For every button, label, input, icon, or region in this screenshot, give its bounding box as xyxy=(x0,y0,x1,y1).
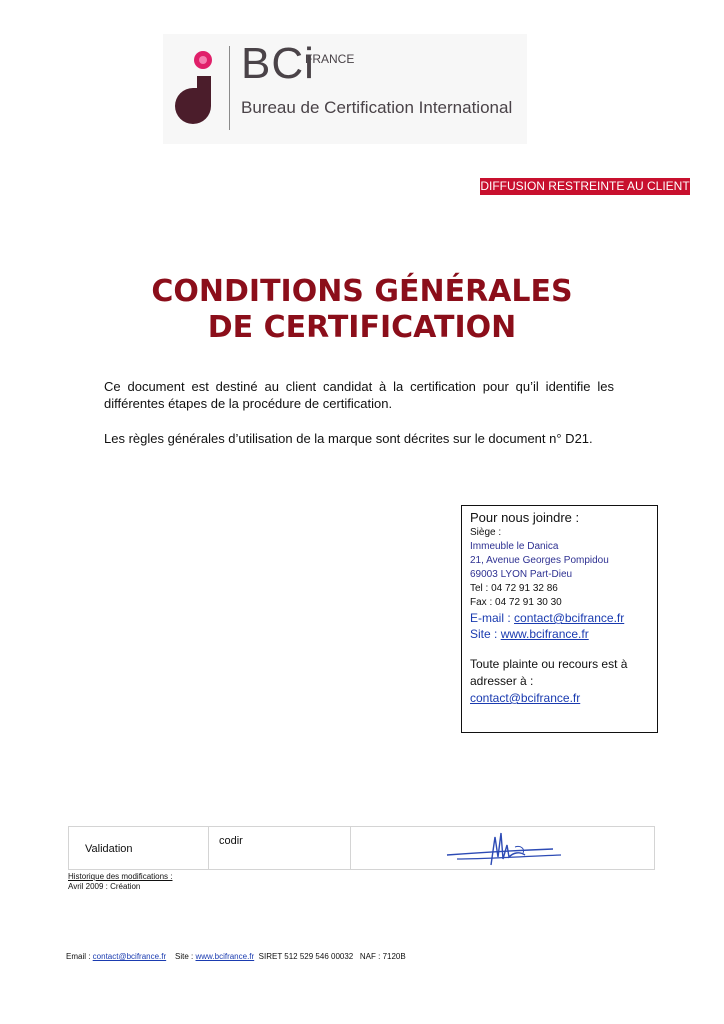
address-line-3: 69003 LYON Part-Dieu xyxy=(470,569,573,580)
contact-heading: Pour nous joindre : xyxy=(470,510,580,525)
contact-box xyxy=(461,505,658,733)
fax-number: Fax : 04 72 91 30 30 xyxy=(470,597,562,608)
title-line-1: CONDITIONS GÉNÉRALES xyxy=(151,274,573,309)
rules-paragraph: Les règles générales d’utilisation de la marque sont décrites sur le document n° D21. xyxy=(104,431,593,446)
modification-history xyxy=(68,872,173,892)
address-line-2: 21, Avenue Georges Pompidou xyxy=(470,555,609,566)
restricted-diffusion-banner: DIFFUSION RESTREINTE AU CLIENT xyxy=(480,179,690,193)
address-line-1: Immeuble le Danica xyxy=(470,541,559,552)
logo-brand: BCi xyxy=(241,39,315,88)
logo-divider xyxy=(229,46,230,130)
email-row xyxy=(470,610,649,626)
complaint-text: Toute plainte ou recours est à adresser à : xyxy=(470,657,628,688)
history-title: Historique des modifications : xyxy=(68,872,173,881)
complaint-email-link[interactable]: contact@bcifrance.fr xyxy=(470,691,581,705)
validation-label: Validation xyxy=(85,843,133,855)
site-row xyxy=(470,626,649,642)
site-label: Site : xyxy=(470,627,501,641)
email-link[interactable]: contact@bcifrance.fr xyxy=(514,611,625,625)
history-entry: Avril 2009 : Création xyxy=(68,882,141,891)
tel-number: Tel : 04 72 91 32 86 xyxy=(470,583,558,594)
footer-naf: NAF : 7120B xyxy=(359,952,406,961)
title-line-2: DE CERTIFICATION xyxy=(207,310,517,345)
email-label: E-mail : xyxy=(470,611,515,625)
signature-cell xyxy=(351,827,655,869)
validation-cell xyxy=(69,827,209,869)
siege-label: Siège : xyxy=(470,527,502,538)
footer-email-link[interactable]: contact@bcifrance.fr xyxy=(92,952,167,961)
company-logo xyxy=(163,34,527,144)
validation-table xyxy=(68,826,655,870)
footer-siret: SIRET 512 529 546 00032 xyxy=(258,952,354,961)
codir-cell xyxy=(209,827,351,869)
footer-site-link[interactable]: www.bcifrance.fr xyxy=(195,952,255,961)
page-footer xyxy=(66,952,406,962)
document-title xyxy=(0,274,724,346)
signature-icon xyxy=(443,829,563,869)
bci-logo-mark-icon xyxy=(171,50,219,126)
footer-email-label: Email : xyxy=(66,952,93,961)
site-link[interactable]: www.bcifrance.fr xyxy=(500,627,589,641)
footer-site-label: Site : xyxy=(175,952,196,961)
logo-country: FRANCE xyxy=(305,52,355,66)
intro-paragraph: Ce document est destiné au client candidat à la certification pour qu’il identifie les différentes étapes de la procédure de certification. xyxy=(104,379,614,411)
codir-label: codir xyxy=(219,835,243,847)
logo-subtitle: Bureau de Certification International xyxy=(241,98,513,117)
